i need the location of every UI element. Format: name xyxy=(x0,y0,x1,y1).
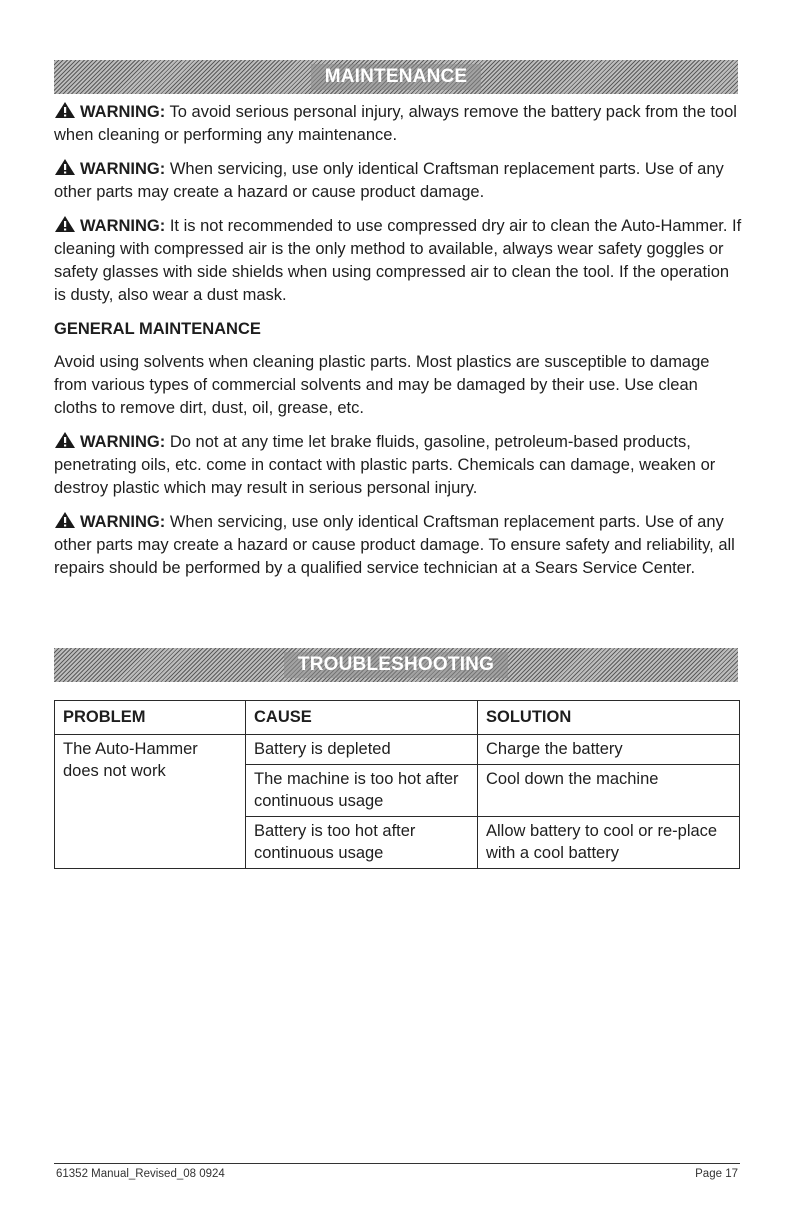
warning-label: WARNING: xyxy=(80,433,166,451)
cause-cell: Battery is too hot after continuous usage xyxy=(246,817,478,869)
warning-paragraph xyxy=(54,431,744,500)
maintenance-banner xyxy=(54,60,738,94)
general-maintenance-heading: GENERAL MAINTENANCE xyxy=(54,320,261,338)
warning-paragraph xyxy=(54,511,744,580)
warning-triangle-icon xyxy=(54,215,76,233)
footer-divider xyxy=(54,1163,740,1164)
solution-header: SOLUTION xyxy=(478,701,740,735)
troubleshooting-table xyxy=(54,700,740,869)
troubleshooting-title: TROUBLESHOOTING xyxy=(284,652,508,678)
table-header-row xyxy=(55,701,740,735)
problem-cell: The Auto-Hammer does not work xyxy=(55,735,246,869)
maintenance-content xyxy=(54,101,744,591)
troubleshooting-banner xyxy=(54,648,738,682)
warning-paragraph xyxy=(54,215,744,307)
table-row xyxy=(55,735,740,765)
warning-label: WARNING: xyxy=(80,217,166,235)
footer-page-number: Page 17 xyxy=(695,1168,738,1180)
maintenance-title: MAINTENANCE xyxy=(311,64,482,90)
warning-paragraph xyxy=(54,101,744,147)
problem-header: PROBLEM xyxy=(55,701,246,735)
warning-text: When servicing, use only identical Craftsman replacement parts. Use of any other parts may create a hazard or cause product damage. To ensure safety and reliability, all repairs should be performed by a qualified service technician at a Sears Service Center. xyxy=(54,513,735,577)
warning-text: To avoid serious personal injury, always remove the battery pack from the tool when cleaning or performing any maintenance. xyxy=(54,103,737,144)
warning-triangle-icon xyxy=(54,511,76,529)
warning-text: Do not at any time let brake fluids, gasoline, petroleum-based products, penetrating oils, etc. come in contact with plastic parts. Chemicals can damage, weaken or destroy plastic which may result in serious personal injury. xyxy=(54,433,716,497)
general-maintenance-text: Avoid using solvents when cleaning plastic parts. Most plastics are susceptible to damage from various types of commercial solvents and may be damaged by their use. Use clean cloths to remove dirt, dust, oil, grease, etc. xyxy=(54,353,710,417)
warning-triangle-icon xyxy=(54,158,76,176)
footer-manual-id: 61352 Manual_Revised_08 0924 xyxy=(56,1168,225,1180)
cause-header: CAUSE xyxy=(246,701,478,735)
cause-cell: Battery is depleted xyxy=(246,735,478,765)
solution-cell: Cool down the machine xyxy=(478,765,740,817)
warning-label: WARNING: xyxy=(80,103,166,121)
warning-label: WARNING: xyxy=(80,513,166,531)
warning-paragraph xyxy=(54,158,744,204)
solution-cell: Charge the battery xyxy=(478,735,740,765)
solution-cell: Allow battery to cool or re-place with a cool battery xyxy=(478,817,740,869)
warning-text: It is not recommended to use compressed dry air to clean the Auto-Hammer. If cleaning with compressed air is the only method to available, always wear safety goggles or safety glasses with side shields when using compressed air to clean the tool. If the operation is dusty, also wear a dust mask. xyxy=(54,217,742,304)
warning-text: When servicing, use only identical Craftsman replacement parts. Use of any other parts may create a hazard or cause product damage. xyxy=(54,160,724,201)
cause-cell: The machine is too hot after continuous usage xyxy=(246,765,478,817)
warning-label: WARNING: xyxy=(80,160,166,178)
warning-triangle-icon xyxy=(54,431,76,449)
warning-triangle-icon xyxy=(54,101,76,119)
